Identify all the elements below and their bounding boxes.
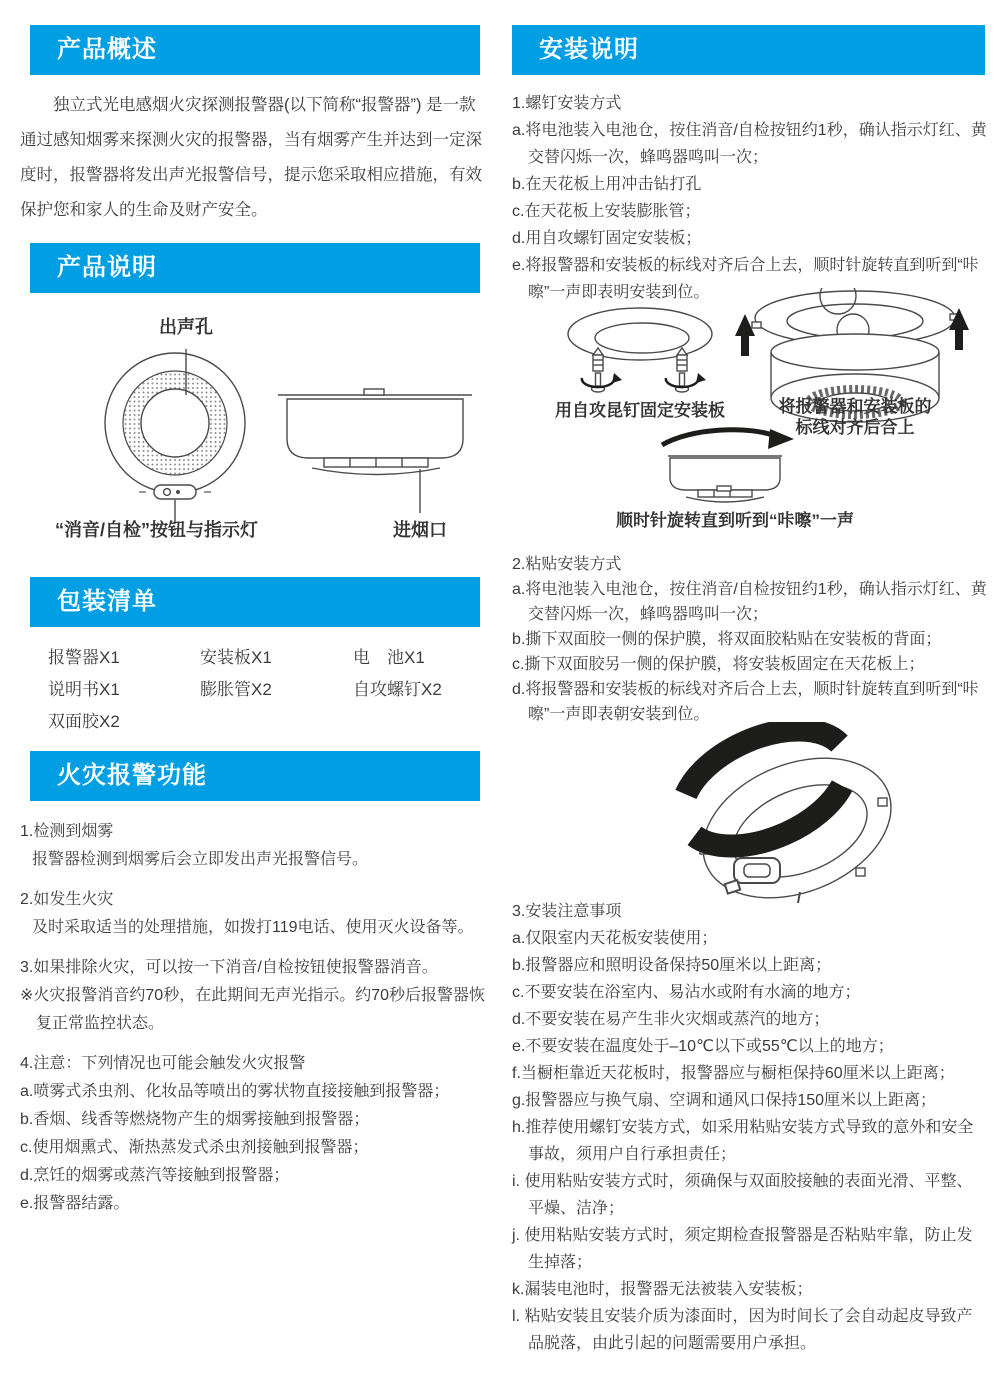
alarm-function-text (20, 818, 500, 1230)
alarm-trigger-item: e.报警器结露。 (20, 1195, 130, 1212)
alarm-item-heading: 2.如发生火灾 (20, 891, 114, 908)
packing-item: 报警器X1 (48, 648, 120, 667)
install-note: j. 使用粘贴安装方式时，须定期检查报警器是否粘贴牢靠，防止发生掉落； (512, 1227, 973, 1271)
alarm-trigger-item: b.香烟、线香等燃烧物产生的烟雾接触到报警器； (20, 1111, 370, 1128)
label-mute-button: “消音/自检”按钮与指示灯 (55, 520, 258, 540)
up-arrow-left (735, 314, 755, 356)
install-note: e.不要安装在温度处于–10℃以下或55℃以上的地方； (512, 1038, 894, 1055)
section-title: 产品概述 (57, 36, 157, 63)
alarm-item-heading: 3.如果排除火灾，可以按一下消音/自检按钮使报警器消音。 (20, 959, 438, 976)
alarm-item-heading: 1.检测到烟雾 (20, 823, 114, 840)
section-title: 包装清单 (57, 588, 157, 615)
alarm-item-2 (20, 886, 500, 942)
install-note: h.推荐使用螺钉安装方式，如采用粘贴安装方式导致的意外和安全事故，须用户自行承担责任； (512, 1119, 974, 1163)
figure3-caption: 顺时针旋转直到听到“咔嚓”一声 (616, 511, 854, 530)
alarm-trigger-item: c.使用烟熏式、渐热蒸发式杀虫剂接触到报警器； (20, 1139, 369, 1156)
packing-item: 电 池X1 (353, 648, 425, 667)
install-note: f.当橱柜靠近天花板时，报警器应与橱柜保持60厘米以上距离； (512, 1065, 955, 1082)
figure2-caption (759, 396, 951, 438)
install-note: b.报警器应和照明设备保持50厘米以上距离； (512, 957, 832, 974)
section-header-product-overview (30, 25, 480, 75)
install-note: c.不要安装在浴室内、易沾水或附有水滴的地方； (512, 984, 861, 1001)
alarm-item-4 (20, 1050, 500, 1218)
alarm-trigger-item: d.烹饪的烟雾或蒸汽等接触到报警器； (20, 1167, 290, 1184)
packing-item: 双面胶X2 (48, 712, 120, 731)
packing-item: 膨胀管X2 (200, 680, 272, 699)
alarm-item-1 (20, 818, 500, 874)
install-note: a.仅限室内天花板安装使用； (512, 930, 718, 947)
section-header-installation (512, 25, 985, 75)
figure1-caption: 用自攻昆钉固定安装板 (555, 401, 725, 420)
stick-step: c.撕下双面胶另一侧的保护膜，将安装板固定在天花板上； (512, 656, 925, 673)
install-note: k.漏装电池时，报警器无法被装入安装板； (512, 1281, 813, 1298)
stick-step: d.将报警器和安装板的标线对齐后合上去，顺时针旋转直到听到“咔嚓”一声即表朝安装到位。 (512, 681, 979, 723)
section-title: 产品说明 (57, 254, 157, 281)
screw-step: d.用自攻螺钉固定安装板； (512, 230, 702, 247)
screw-install-text (512, 90, 988, 306)
stick-step: b.撕下双面胶一侧的保护膜，将双面胶粘贴在安装板的背面； (512, 631, 942, 648)
install-note: l. 粘贴安装且安装介质为漆面时，因为时间长了会自动起皮导致产品脱落，由此引起的问题需要用户承担。 (512, 1308, 973, 1352)
alarm-item-heading: 4.注意：下列情况也可能会触发火灾报警 (20, 1055, 306, 1072)
product-overview-text: 独立式光电感烟火灾探测报警器(以下简称“报警器”) 是一款通过感知烟雾来探测火灾的报警器，当有烟雾产生并达到一定深度时，报警器将发出声光报警信号，提示您采取相应措施，有效保护您和家人的生命及财产安全。 (20, 96, 482, 219)
packing-list (48, 642, 480, 738)
screw-step: c.在天花板上安装膨胀管； (512, 203, 701, 220)
alarm-item-3 (20, 954, 500, 1038)
alarm-item-note: ※火灾报警消音约70秒，在此期间无声光指示。约70秒后报警器恢复正常监控状态。 (20, 987, 486, 1032)
install-note: i. 使用粘贴安装方式时，须确保与双面胶接触的表面光滑、平整、平燥、洁净； (512, 1173, 973, 1217)
label-smoke-inlet: 进烟口 (393, 520, 447, 540)
stick-step: a.将电池装入电池仓，按住消音/自检按钮约1秒，确认指示灯红、黄交替闪烁一次，蜂鸣器鸣叫一次； (512, 581, 987, 623)
packing-item: 自攻螺钉X2 (353, 680, 442, 699)
installation-diagrams (512, 288, 985, 545)
figure2-caption-line2: 标线对齐后合上 (795, 418, 915, 437)
section-title: 火灾报警功能 (57, 762, 207, 789)
install-notes-text (512, 898, 988, 1357)
stick-install-text (512, 552, 988, 727)
tape-plate-diagram (512, 722, 985, 907)
screw-step: a.将电池装入电池仓，按住消音/自检按钮约1秒，确认指示灯红、黄交替闪烁一次，蜂鸣器鸣叫一次； (512, 122, 987, 166)
section-header-alarm-function (30, 751, 480, 801)
alarm-item-body: 报警器检测到烟雾后会立即发出声光报警信号。 (32, 851, 369, 868)
screw-step: b.在天花板上用冲击钻打孔 (512, 176, 702, 193)
product-diagram (20, 305, 480, 555)
screw-method-heading: 1.螺钉安装方式 (512, 95, 622, 112)
install-note: g.报警器应与换气扇、空调和通风口保持150厘米以上距离； (512, 1092, 937, 1109)
packing-item: 说明书X1 (48, 680, 120, 699)
packing-item: 安装板X1 (200, 648, 272, 667)
label-sound-hole: 出声孔 (159, 317, 213, 337)
section-title: 安装说明 (539, 36, 639, 63)
install-note: d.不要安装在易产生非火灾烟或蒸汽的地方； (512, 1011, 830, 1028)
stick-method-heading: 2.粘贴安装方式 (512, 556, 622, 573)
section-header-product-description (30, 243, 480, 293)
screw-step: e.将报警器和安装板的标线对齐后合上去，顺时针旋转直到听到“咔嚓”一声即表明安装到位。 (512, 257, 979, 301)
section-header-packing-list (30, 577, 480, 627)
alarm-item-body: 及时采取适当的处理措施，如拨打119电话、使用灭火设备等。 (32, 919, 474, 936)
notes-heading: 3.安装注意事项 (512, 903, 622, 920)
alarm-trigger-item: a.喷雾式杀虫剂、化妆品等喷出的雾状物直接接触到报警器； (20, 1083, 450, 1100)
tape-plate-drawing (512, 722, 985, 907)
figure2-caption-line1: 将报警器和安装板的 (778, 397, 932, 416)
